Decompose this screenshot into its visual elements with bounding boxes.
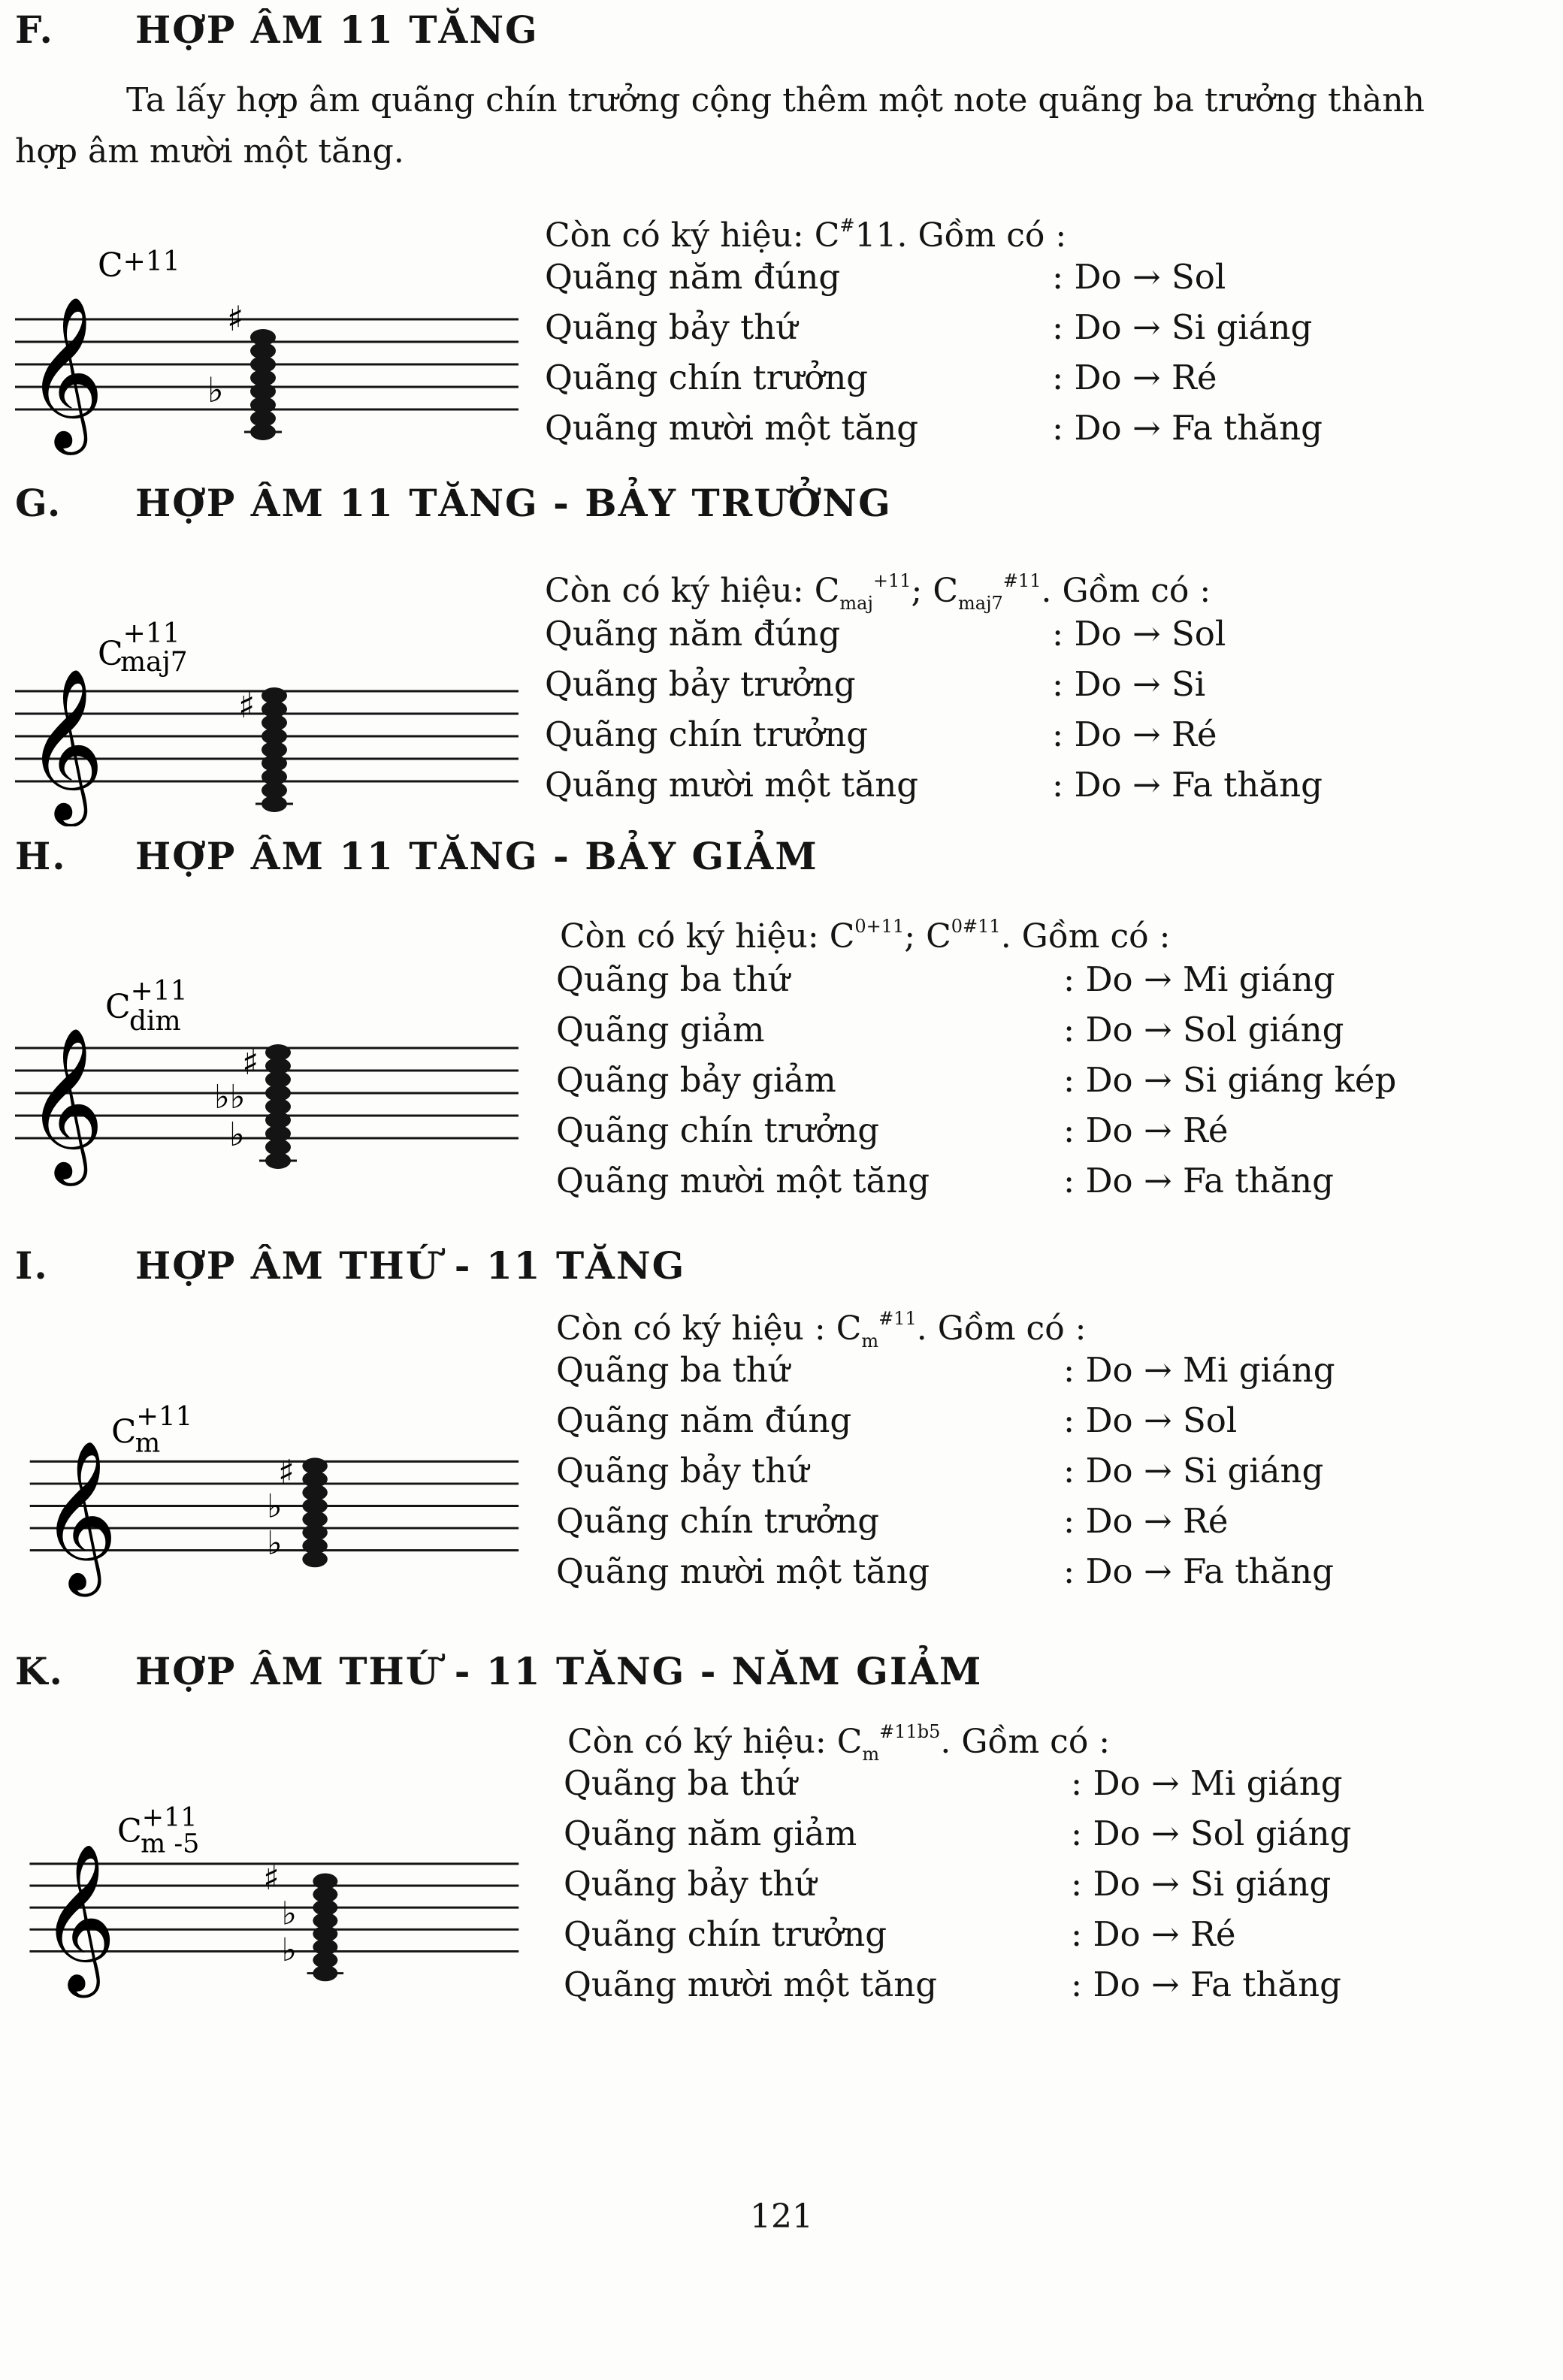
- section-letter: I.: [15, 1243, 49, 1288]
- sharp-icon: ♯: [227, 298, 244, 339]
- flat-icon: ♭: [229, 1116, 245, 1154]
- chord-staff: [15, 233, 526, 481]
- chord-notes: [262, 687, 287, 812]
- chord-symbol: $C^{+11}$ m -5: [117, 1802, 200, 1859]
- chord-notes: [265, 1044, 291, 1169]
- section-heading: [15, 1243, 685, 1288]
- sharp-icon: ♯: [277, 1451, 295, 1492]
- page-number: 121: [750, 2197, 813, 2236]
- flat-icon: ♭: [207, 370, 224, 410]
- chord-symbol: $C^{+11}$ dim: [105, 976, 188, 1037]
- flat-icon: ♭: [281, 1895, 297, 1933]
- section-letter: F.: [15, 8, 54, 52]
- sharp-icon: ♯: [242, 1042, 259, 1083]
- flat-icon: ♭♭: [214, 1078, 246, 1116]
- section-title: HỢP ÂM 11 TĂNG: [135, 8, 539, 52]
- sharp-icon: ♯: [263, 1858, 280, 1898]
- chord-staff: [15, 1356, 526, 1604]
- flat-icon: ♭: [267, 1524, 283, 1563]
- flat-icon: ♭: [281, 1931, 297, 1970]
- treble-clef-icon: 𝄞: [26, 668, 104, 820]
- intro-paragraph: Ta lấy hợp âm quãng chín trưởng cộng thêm một note quãng ba trưởng thành hợp âm mười một tăng.: [15, 81, 1425, 171]
- flat-icon: ♭: [267, 1488, 283, 1526]
- section-heading: [15, 1649, 982, 1693]
- treble-clef-icon: 𝄞: [26, 1027, 104, 1179]
- section-title: HỢP ÂM 11 TĂNG - BẢY GIẢM: [135, 834, 818, 878]
- notation-line: Còn có ký hiệu : $C_m^{\#11}$. Gồm có :: [556, 1308, 1087, 1352]
- chord-staff: [15, 954, 526, 1195]
- notation-line: Còn có ký hiệu: $C_m^{\#11b5}$. Gồm có :: [567, 1721, 1111, 1765]
- section-heading: [15, 8, 539, 52]
- chord-symbol: $C^{+11}$ m: [111, 1401, 193, 1459]
- section-letter: K.: [15, 1649, 64, 1693]
- notation-line: Còn có ký hiệu: C#11. Gồm có :: [545, 215, 1067, 255]
- treble-clef-icon: 𝄞: [26, 296, 104, 449]
- chord-notes: [250, 329, 276, 440]
- section-letter: H.: [15, 834, 67, 878]
- chord-staff: [15, 601, 526, 826]
- chord-symbol: C+11: [98, 246, 180, 285]
- section-heading: [15, 834, 818, 878]
- section-heading: [15, 481, 892, 525]
- chord-symbol: $C^{+11}$ maj7: [98, 618, 188, 678]
- chord-notes: [302, 1457, 328, 1567]
- section-letter: G.: [15, 481, 62, 525]
- section-title: HỢP ÂM 11 TĂNG - BẢY TRƯỞNG: [135, 481, 892, 525]
- sharp-icon: ♯: [238, 685, 255, 726]
- notation-line: Còn có ký hiệu: $C^{0+11}$; $C^{0\#11}$. Gồm có :: [560, 916, 1171, 956]
- chord-staff: [15, 1762, 526, 2010]
- section-title: HỢP ÂM THỨ - 11 TĂNG: [135, 1243, 686, 1288]
- notation-line: Còn có ký hiệu: $C_{maj}^{+11}$; $C_{maj7}^{\#11}$. Gồm có :: [545, 570, 1211, 614]
- chord-notes: [313, 1873, 337, 1981]
- section-title: HỢP ÂM THỨ - 11 TĂNG - NĂM GIẢM: [135, 1649, 983, 1693]
- treble-clef-icon: 𝄞: [41, 1843, 116, 1992]
- treble-clef-icon: 𝄞: [41, 1439, 118, 1590]
